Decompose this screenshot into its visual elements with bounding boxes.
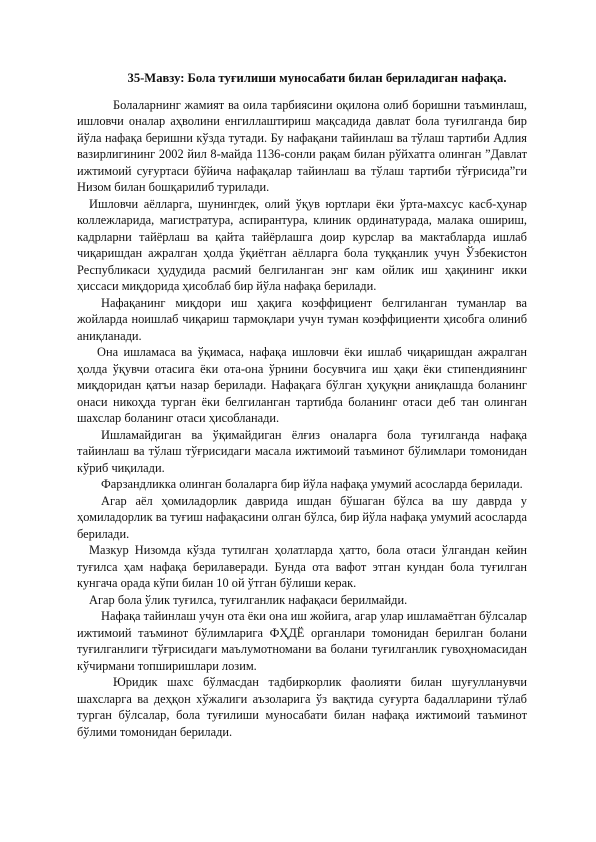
paragraph-10: Нафақа тайинлаш учун ота ёки она иш жойига, агар улар ишламаётган бўлсалар ижтимоий таъминот бўлимларига ФҲДЁ органлари томонидан берилган болани туғилганлиги тўғрисидаги маълумотномани ва болани туғилганлик гувоҳномасидан кўчирмани топширишлари лозим. xyxy=(77,609,527,673)
paragraph-5: Ишламайдиган ва ўқимайдиган ёлғиз оналарга бола туғилганда нафақа тайинлаш ва тўлаш тўғрисидаги масала ижтимоий таъминот бўлимлари томонидан кўриб чиқилади. xyxy=(77,427,527,475)
paragraph-3: Нафақанинг миқдори иш ҳақига коэффициент белгиланган туманлар ва жойларда ноишлаб чиқариш тармоқлари учун туман коэффициенти ҳисобга олиниб аниқланади. xyxy=(77,295,527,343)
paragraph-1: Болаларнинг жамият ва оила тарбиясини оқилона олиб боришни таъминлаш, ишловчи оналар аҳволини енгиллаштириш мақсадида давлат бола туғилганда бир йўла нафақа беришни кўзда тутади. Бу нафақани тайинлаш ва тўлаш тартиби Адлия вазирлигининг 2002 йил 8-майда 1136-сонли рақам билан рўйхатга олинган ”Давлат ижтимоий суғуртаси бўйича нафақалар тайинлаш ва тўлаш тартиби тўғрисида”ги Низом билан бошқарилиб турилади. xyxy=(77,97,527,194)
paragraph-7: Агар аёл ҳомиладорлик даврида ишдан бўшаган бўлса ва шу даврда у ҳомиладорлик ва туғиш нафақасини олган бўлса, бир йўла нафақа умумий асосларда берилади. xyxy=(77,493,527,541)
document-body xyxy=(77,70,527,740)
paragraph-11: Юридик шахс бўлмасдан тадбиркорлик фаолияти билан шуғулланувчи шахсларга ва деҳқон хўжалиги аъзоларига ўз вақтида суғурта бадалларини тўлаб турган бўлсалар, бола туғилиши муносабати билан нафақа ижтимоий таъминот бўлими томонидан берилади. xyxy=(77,675,527,739)
page-title: 35-Мавзу: Бола туғилиши муносабати билан бериладиган нафақа. xyxy=(127,71,507,85)
paragraph-9: Агар бола ўлик туғилса, туғилганлик нафақаси берилмайди. xyxy=(89,592,408,607)
paragraph-6: Фарзандликка олинган болаларга бир йўла нафақа умумий асосларда берилади. xyxy=(101,477,523,491)
paragraph-4: Она ишламаса ва ўқимаса, нафақа ишловчи ёки ишлаб чиқаришдан ажралган ҳолда ўқувчи отасига ёки ота-она ўрнини босувчига иш ҳақи ёки стипендиянинг миқдоридан қатъи назар берилади. Нафақага бўлган ҳуқуқни аниқлашда боланинг онаси никоҳда турган ёки белгиланган тартибда боланинг отаси деб тан олинган шахслар боланинг отаси ҳисобланади. xyxy=(77,345,527,425)
paragraph-2: Ишловчи аёлларга, шунингдек, олий ўқув юртлари ёки ўрта-махсус касб-ҳунар коллежларида, магистратура, аспирантура, клиник ординатурада, малака ошириш, кадрларни тайёрлаш ва қайта тайёрлашга доир курслар ва мактабларда ишлаб чиқаришдан ажралган ҳолда ўқиётган аёлларга бола туққанлик учун Ўзбекистон Республикаси ҳудудида расмий белгиланган энг кам ойлик иш ҳақининг икки ҳиссаси миқдорида ҳисоблаб бир йўла нафақа берилади. xyxy=(77,196,527,293)
paragraph-8: Мазкур Низомда кўзда тутилган ҳолатларда ҳатто, бола отаси ўлгандан кейин туғилса ҳам нафақа берилаверади. Бунда ота вафот этган кундан бола туғилган кунгача орада кўпи билан 10 ой ўтган бўлиши керак. xyxy=(77,543,527,590)
